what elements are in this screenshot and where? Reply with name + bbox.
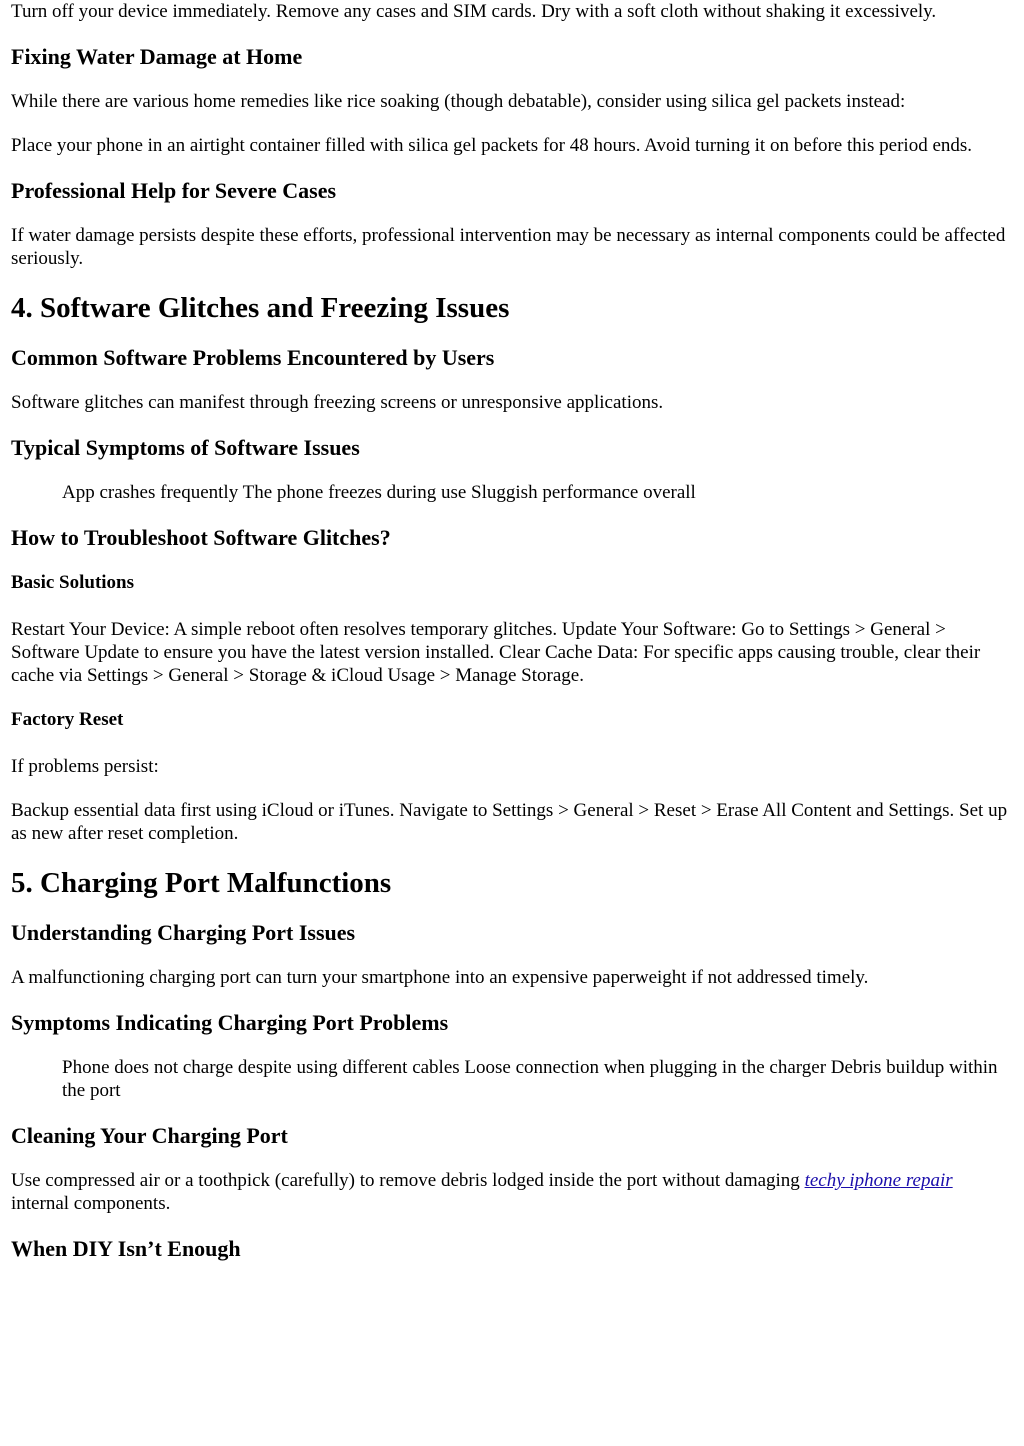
paragraph-glitches-manifest: Software glitches can manifest through freezing screens or unresponsive applications. <box>11 392 664 413</box>
heading-troubleshoot-software: How to Troubleshoot Software Glitches? <box>11 525 391 550</box>
paragraph-malfunctioning-port: A malfunctioning charging port can turn your smartphone into an expensive paperweight if not addressed timely. <box>11 967 869 988</box>
paragraph-basic-solutions: Restart Your Device: A simple reboot often resolves temporary glitches. Update Your Software: Go to Settings > General > Software Update to ensure you have the latest version installed. Clear Cache Data: For specific apps causing trouble, clear their cache via Settings > General > Storage & iCloud Usage > Manage Storage. <box>11 619 981 686</box>
heading-cleaning-port: Cleaning Your Charging Port <box>11 1123 288 1148</box>
paragraph-backup-reset: Backup essential data first using iCloud or iTunes. Navigate to Settings > General > Reset > Erase All Content and Settings. Set up as new after reset completion. <box>11 800 1008 844</box>
heading-common-software-problems: Common Software Problems Encountered by Users <box>11 345 495 370</box>
techy-iphone-repair-link[interactable]: techy iphone repair <box>804 1170 953 1191</box>
cleaning-text-after-link: internal components. <box>11 1193 171 1214</box>
subheading-factory-reset: Factory Reset <box>11 709 124 730</box>
paragraph-silica-gel: Place your phone in an airtight container filled with silica gel packets for 48 hours. Avoid turning it on before this period ends. <box>11 135 973 156</box>
heading-when-diy-not-enough: When DIY Isn’t Enough <box>11 1236 241 1261</box>
section-heading-charging-port: 5. Charging Port Malfunctions <box>11 867 392 899</box>
heading-fixing-water-damage: Fixing Water Damage at Home <box>11 44 303 69</box>
paragraph-dry-device: Turn off your device immediately. Remove any cases and SIM cards. Dry with a soft cloth without shaking it excessively. <box>11 1 937 22</box>
heading-understanding-charging-port: Understanding Charging Port Issues <box>11 920 356 945</box>
heading-charging-port-symptoms: Symptoms Indicating Charging Port Problems <box>11 1010 449 1035</box>
indented-software-symptoms: App crashes frequently The phone freezes during use Sluggish performance overall <box>62 482 696 503</box>
paragraph-home-remedies: While there are various home remedies like rice soaking (though debatable), consider using silica gel packets instead: <box>11 91 906 112</box>
paragraph-cleaning-port <box>11 1169 1012 1215</box>
indented-charging-symptoms: Phone does not charge despite using different cables Loose connection when plugging in the charger Debris buildup within the port <box>62 1057 998 1101</box>
subheading-basic-solutions: Basic Solutions <box>11 572 135 593</box>
paragraph-damage-persists: If water damage persists despite these efforts, professional intervention may be necessary as internal components could be affected seriously. <box>11 225 1006 269</box>
paragraph-if-problems-persist: If problems persist: <box>11 756 159 777</box>
cleaning-text-before-link: Use compressed air or a toothpick (carefully) to remove debris lodged inside the port without damaging <box>11 1170 805 1191</box>
heading-professional-help: Professional Help for Severe Cases <box>11 178 337 203</box>
heading-software-symptoms: Typical Symptoms of Software Issues <box>11 435 360 460</box>
section-heading-software-glitches: 4. Software Glitches and Freezing Issues <box>11 292 510 324</box>
